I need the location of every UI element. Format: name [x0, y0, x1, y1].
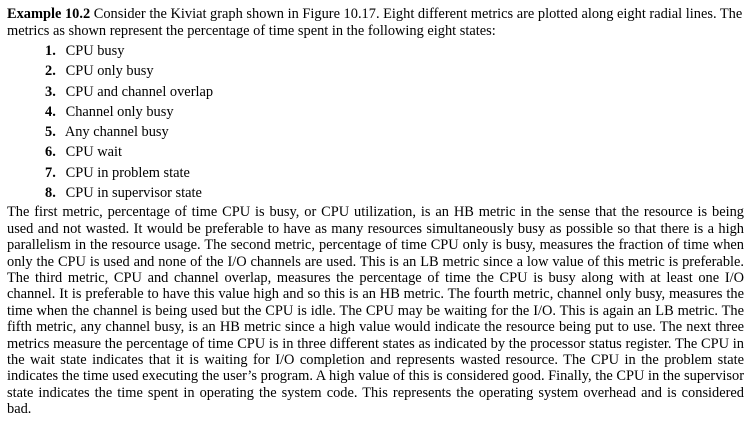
list-item-label: CPU busy — [65, 43, 125, 59]
list-item-label: CPU in problem state — [65, 164, 190, 181]
list-item-number: 7. — [45, 164, 56, 181]
list-item-number: 6. — [45, 144, 56, 161]
example-intro-text: Consider the Kiviat graph shown in Figure 10.17. Eight different metrics are plotted along eight radial lines. The metrics as shown represent the percentage of time spent in the following eight states: — [7, 6, 743, 39]
list-item-label: CPU only busy — [65, 63, 154, 80]
list-item-label: CPU and channel overlap — [65, 83, 214, 100]
states-list — [7, 41, 744, 203]
list-item — [45, 122, 744, 142]
list-item-number: 1. — [45, 43, 56, 59]
list-item — [45, 61, 744, 81]
example-heading: Example 10.2 — [7, 6, 91, 22]
list-item — [45, 82, 744, 102]
list-item-label: Any channel busy — [64, 124, 169, 141]
list-item — [45, 142, 744, 162]
list-item — [45, 102, 744, 122]
list-item — [45, 41, 744, 61]
list-item-number: 3. — [45, 83, 56, 100]
list-item — [45, 163, 744, 183]
body-paragraph: The first metric, percentage of time CPU is busy, or CPU utilization, is an HB metric in the sense that the resource is being used and not wasted. It would be preferable to have as many resources simultaneously busy as possible so that there is a high parallelism in the resource usage. The second metric, percentage of time CPU only is busy, measures the fraction of time when only the CPU is used and none of the I/O channels are used. This is an LB metric since a low value of this metric is preferable. The third metric, CPU and channel overlap, measures the percentage of time the CPU is busy along with at least one I/O channel. It is preferable to have this value high and so this is an HB metric. The fourth metric, channel only busy, measures the time when the channel is being used but the CPU is idle. The CPU may be waiting for the I/O. This is again an LB metric. The fifth metric, any channel busy, is an HB metric since a high value would indicate the resource being put to use. The next three metrics measure the percentage of time CPU is in three different states as indicated by the processor status register. The CPU in the wait state indicates that it is waiting for I/O completion and represents wasted resource. The CPU in the problem state indicates the time used executing the user’s program. A high value of this is considered good. Finally, the CPU in the supervisor state indicates the time spent in operating the system code. This represents the operating system overhead and is considered bad. — [7, 204, 744, 418]
list-item-number: 5. — [45, 124, 56, 141]
list-item-number: 8. — [45, 185, 56, 202]
list-item-label: CPU in supervisor state — [65, 185, 202, 202]
list-item-number: 4. — [45, 103, 56, 120]
list-item-number: 2. — [45, 63, 56, 80]
list-item — [45, 183, 744, 203]
list-item-label: Channel only busy — [65, 103, 174, 120]
list-item-label: CPU wait — [65, 144, 122, 161]
example-intro — [7, 6, 744, 39]
